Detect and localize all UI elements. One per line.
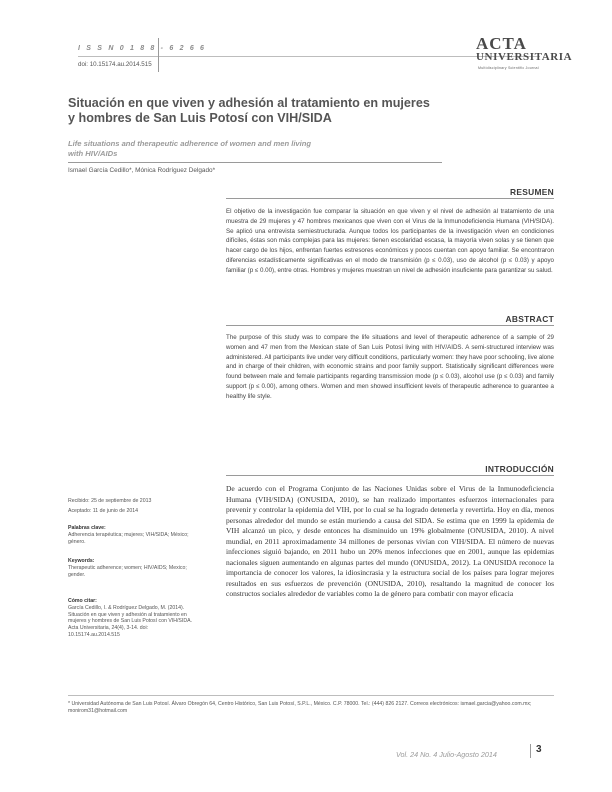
cite-block bbox=[68, 598, 196, 639]
subtitle-line1: Life situations and therapeutic adherence of women and men living bbox=[68, 139, 312, 148]
title-line2: y hombres de San Luis Potosí con VIH/SIDA bbox=[68, 111, 332, 125]
cite-text: García Cedillo, I. & Rodríguez Delgado, M. (2014). Situación en que viven y adhesión al tratamiento en mujeres y hombres de San Luis Potosí con VIH/SIDA. Acta Universitaria, 24(4), 3-14. doi: 10.15174.au.2014.515 bbox=[68, 604, 192, 638]
logo-line3: Multidisciplinary Scientific Journal bbox=[478, 66, 539, 70]
keywords-es-block bbox=[68, 525, 196, 545]
resumen-heading: RESUMEN bbox=[510, 187, 554, 197]
journal-logo bbox=[476, 34, 573, 78]
abstract-heading: ABSTRACT bbox=[505, 314, 554, 324]
resumen-divider bbox=[226, 198, 554, 199]
title-divider bbox=[68, 162, 442, 163]
article-subtitle bbox=[68, 139, 428, 159]
abstract-divider bbox=[226, 325, 554, 326]
intro-paragraph: De acuerdo con el Programa Conjunto de las Naciones Unidas sobre el Virus de la Inmunodeficiencia Humana (VIH/SIDA) (ONUSIDA, 2010), se han realizado importantes esfuerzos internacionales para prevenir y controlar la epidemia del VIH, por lo cual se ha logrado detenerla y revertirla. Hoy en día, menos personas alrededor del mundo se están muriendo a causa del SIDA. Se estima que en 1999 la epidemia de VIH alcanzó un pico, y desde entonces ha disminuido un 19% globalmente (ONUSIDA, 2010). A nivel mundial, en 2011 aproximadamente 34 millones de personas vivían con VIH/SIDA. El número de nuevas infecciones siguió bajando, en 2011 hubo un 20% menos infecciones que en 2001, aunque las epidemias nacionales siguen aumentando en algunas partes del mundo (ONUSIDA, 2012). La ONUSIDA reconoce la importancia de conocer los valores, la idiosincrasia y la estructura social de los países para lograr mejores resultados en sus esfuerzos de prevención (ONUSIDA, 2010), resaltando la magnitud de conocer los constructos sociales alrededor de variables como la de género para combatir con mayor eficacia bbox=[226, 484, 554, 598]
footnote: * Universidad Autónoma de San Luis Potosí. Álvaro Obregón 64, Centro Histórico, San Luis Potosí, S.P.L., México. C.P. 78000. Tel.: (444) 826 2127. Correos electrónicos: ismael.garcia@yahoo.com.mx; monirom31@hotmail.com bbox=[68, 701, 532, 715]
keywords-es-label: Palabras clave: bbox=[68, 525, 106, 531]
subtitle-line2: with HIV/AIDs bbox=[68, 149, 118, 158]
article-title bbox=[68, 96, 508, 126]
keywords-en-block bbox=[68, 558, 196, 578]
accepted-date: Aceptado: 11 de junio de 2014 bbox=[68, 508, 138, 514]
footer-divider bbox=[530, 744, 531, 758]
intro-heading: INTRODUCCIÓN bbox=[485, 464, 554, 474]
header-vertical-divider bbox=[158, 38, 159, 72]
keywords-es: Adherencia terapéutica; mujeres; VIH/SIDA; México; género. bbox=[68, 531, 189, 545]
page-number: 3 bbox=[536, 744, 542, 755]
intro-divider bbox=[226, 475, 554, 476]
keywords-en: Therapeutic adherence; women; HIV/AIDS; Mexico; gender. bbox=[68, 564, 187, 578]
authors: Ismael García Cedillo*, Mónica Rodríguez Delgado* bbox=[68, 167, 216, 174]
cite-label: Cómo citar: bbox=[68, 598, 97, 604]
keywords-en-label: Keywords: bbox=[68, 558, 95, 564]
volume-info: Vol. 24 No. 4 Julio-Agosto 2014 bbox=[396, 750, 497, 759]
logo-line1: ACTA bbox=[476, 34, 527, 53]
issn: I S S N 0 1 8 8 - 6 2 6 6 bbox=[78, 45, 207, 52]
footnote-divider bbox=[68, 695, 554, 696]
received-date: Recibido: 25 de septiembre de 2013 bbox=[68, 498, 152, 504]
header-divider bbox=[78, 56, 540, 57]
resumen-text: El objetivo de la investigación fue comparar la situación en que viven y el nivel de adhesión al tratamiento de una muestra de 29 mujeres y 47 hombres mexicanos que viven con el Virus de la Inmunodeficiencia Humana (VIH/SIDA). Se aplicó una entrevista semiestructurada. Aunque todos los participantes de la investigación viven en condiciones difíciles, éstas son más complejas para las mujeres: tienen escolaridad escasa, la mayoría viven solas y se tienen que hacer cargo de los hijos, enfrentan fuertes estresores económicos y pocos cuentan con apoyo familiar. Se encontraron diferencias estadísticamente significativas en el modo de transmisión (p ≤ 0.03), uso de alcohol (p ≤ 0.03) y apoyo familiar (p ≤ 0.00), entre otras. Hombres y mujeres muestran un nivel de adhesión insuficiente para garantizar su salud. bbox=[226, 208, 554, 274]
logo-line2: UNIVERSITARIA bbox=[476, 51, 573, 63]
title-line1: Situación en que viven y adhesión al tratamiento en mujeres bbox=[68, 96, 430, 110]
abstract-text: The purpose of this study was to compare the life situations and level of therapeutic adherence of a sample of 29 women and 47 men from the Mexican state of San Luis Potosí living with HIV/AIDS. A semi-structured interview was administered. All participants live under very difficult conditions, particularly women: they have poor schooling, live alone and in charge of their children, with economic strains and poor family support. Statistically significant differences were found between male and female participants regarding transmission mode (p ≤ 0.03), alcohol use (p ≤ 0.03) and family support (p ≤ 0.00), among others. Women and men showed insufficient levels of therapeutic adherence to guarantee a healthy life style. bbox=[226, 334, 554, 400]
intro-text bbox=[226, 484, 554, 600]
doi-link[interactable]: doi: 10.15174.au.2014.515 bbox=[78, 61, 152, 68]
